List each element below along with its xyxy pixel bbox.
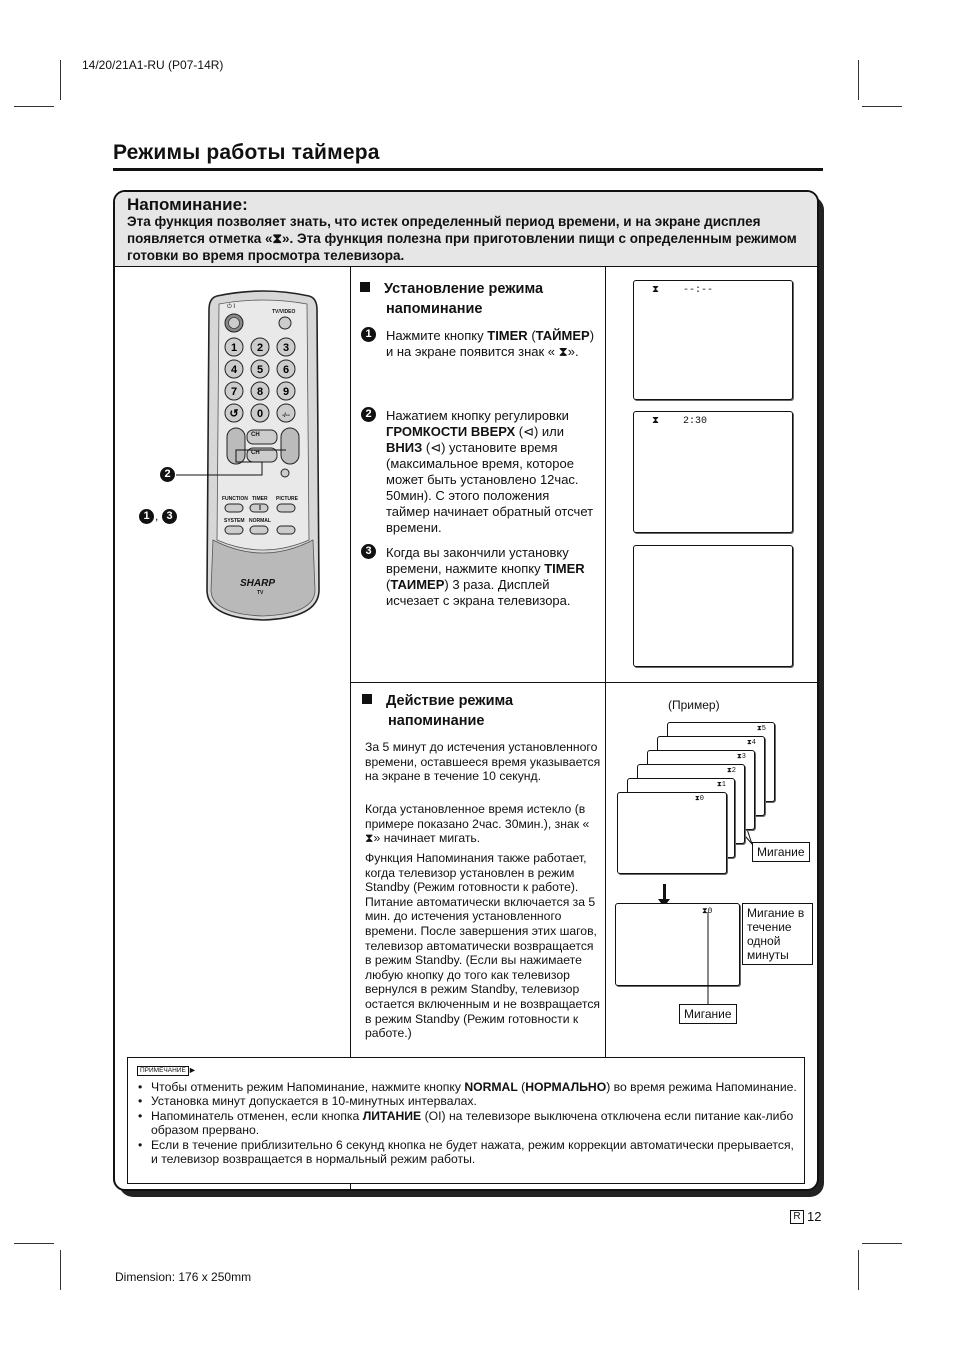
reminder-heading: Напоминание:	[127, 195, 248, 214]
page-title: Режимы работы таймера	[113, 141, 380, 164]
tv-screen-cleared	[633, 545, 793, 667]
step-1-number: 1	[361, 327, 376, 342]
tv-screen-initial	[633, 280, 793, 400]
step-2-number: 2	[361, 407, 376, 422]
note-item: • Чтобы отменить режим Напоминание, нажмите кнопку NORMAL (НОРМАЛЬНО) во время режима Напоминание.	[138, 1080, 798, 1094]
countdown-value: ⧗5	[756, 725, 766, 733]
note-item: • Установка минут допускается в 10-минутных интервалах.	[138, 1094, 798, 1108]
note-arrow: ►	[188, 1065, 197, 1075]
keypad-label: 0	[256, 408, 264, 420]
callout-lines	[176, 440, 286, 510]
step-1-text: Нажмите кнопку TIMER (ТАЙМЕР) и на экране появится знак « ⧗».	[386, 328, 595, 359]
step-3-number: 3	[361, 544, 376, 559]
action-heading: Действие режима напоминание	[362, 691, 513, 731]
crop-mark	[862, 1243, 902, 1244]
blink-indicator: ⧗0	[702, 907, 713, 916]
crop-mark	[862, 106, 902, 107]
timer-label: TIMER	[252, 496, 268, 502]
note-list	[138, 1080, 798, 1166]
crop-mark	[14, 1243, 54, 1244]
callout-step-2: 2	[160, 467, 175, 482]
keypad-label: ↺	[229, 408, 239, 420]
keypad-label: 7	[230, 386, 238, 398]
crop-mark	[858, 1250, 859, 1290]
reminder-header	[115, 192, 817, 267]
row-divider	[350, 682, 819, 683]
note-item: • Напоминатель отменен, если кнопка ЛИТАНИЕ (OI) на телевизоре выключена отключена если питание как-либо образом прервано.	[138, 1109, 798, 1138]
channel-up-label: CH	[251, 432, 260, 438]
column-divider	[605, 267, 606, 1057]
keypad-label: 8	[256, 386, 264, 398]
title-rule	[113, 168, 823, 171]
keypad-label: 3	[282, 342, 290, 354]
note-box	[127, 1057, 805, 1184]
example-label: (Пример)	[668, 698, 720, 712]
keypad-label: 4	[230, 364, 238, 376]
keypad-label: 2	[256, 342, 264, 354]
crop-mark	[14, 106, 54, 107]
action-paragraph-1: За 5 минут до истечения установленного времени, оставшееся время указывается на экране в течение 10 секунд.	[365, 740, 601, 784]
tv-label: TV	[257, 590, 264, 596]
normal-label: NORMAL	[249, 518, 271, 524]
callout-step-1: 1	[139, 509, 154, 524]
power-label: ⏻ I	[227, 304, 236, 310]
keypad-label: 5	[256, 364, 264, 376]
keypad-label: 9	[282, 386, 290, 398]
system-label: SYSTEM	[224, 518, 245, 524]
note-tag: ПРИМЕЧАНИЕ	[137, 1066, 189, 1076]
crop-mark	[858, 60, 859, 100]
countdown-screen	[617, 792, 727, 874]
callout-separator: ,	[155, 509, 159, 523]
countdown-value: ⧗4	[746, 739, 756, 747]
column-divider	[350, 267, 351, 1191]
blink-pointer-2	[700, 912, 720, 1006]
blinking-one-minute-callout: Мигание в течение одной минуты	[742, 903, 813, 965]
document-id: 14/20/21A1-RU (P07-14R)	[82, 58, 224, 72]
keypad-label: -/--	[282, 413, 290, 419]
down-arrow	[663, 884, 666, 900]
keypad-label: 1	[230, 342, 238, 354]
tvvideo-label: TV/VIDEO	[272, 309, 296, 315]
action-paragraph-2: Когда установленное время истекло (в примере показано 2час. 30мин.), знак « ⧗» начинает мигать.	[365, 802, 590, 846]
screen-text: ⧗ --:--	[652, 285, 714, 296]
action-paragraph-3: Функция Напоминания также работает, когда телевизор установлен в режим Standby (Режим готовности к работе). Питание автоматически включается за 5 мин. до истечения установленного времени. После завершения этих шагов, телевизор автоматически возвращается в режим Standby. (Если вы нажимаете любую кнопку до того как телевизор вернулся в режим Standby, телевизор остается включенным и не возвращается в режим Standby (Режим готовности к работе.)	[365, 851, 601, 1041]
picture-label: PICTURE	[276, 496, 298, 502]
page-number: R 12	[790, 1209, 821, 1224]
countdown-value: ⧗1	[716, 781, 726, 789]
keypad-label: 6	[282, 364, 290, 376]
step-2-text: Нажатием кнопку регулировки ГРОМКОСТИ ВВЕРХ (⊲) или ВНИЗ (⊲) установите время (максимальное время, которое может быть установлено 12час. 50мин). С этого положения таймер начинает обратный отсчет времени.	[386, 408, 594, 535]
tv-screen-set	[633, 411, 793, 533]
tv-screen-final	[615, 903, 740, 986]
setup-heading: Установление режима напоминание	[360, 279, 543, 319]
callout-step-3: 3	[162, 509, 177, 524]
countdown-value: ⧗3	[736, 753, 746, 761]
blinking-callout-2: Мигание	[679, 1004, 737, 1024]
crop-mark	[60, 1250, 61, 1290]
channel-down-label: CH	[251, 450, 260, 456]
brand-logo: SHARP	[240, 578, 276, 589]
reminder-description: Эта функция позволяет знать, что истек определенный период времени, и на экране дисплея появляется отметка «⧗». Эта функция полезна при приготовлении пищи с определенным режимом готовки во время просмотра телевизора.	[127, 214, 797, 263]
dimension-note: Dimension: 176 x 250mm	[115, 1270, 252, 1284]
step-3-text: Когда вы закончили установку времени, нажмите кнопку TIMER (ТАИМЕР) 3 раза. Дисплей исчезает с экрана телевизора.	[386, 545, 585, 608]
screen-text: ⧗ 2:30	[652, 416, 708, 427]
blinking-callout: Мигание	[752, 842, 810, 862]
function-label: FUNCTION	[222, 496, 248, 502]
note-item: • Если в течение приблизительно 6 секунд кнопка не будет нажата, режим коррекции автоматически прерывается, и телевизор возвращается в нормальный режим работы.	[138, 1138, 798, 1167]
crop-mark	[60, 60, 61, 100]
countdown-value: ⧗2	[726, 767, 736, 775]
countdown-value: ⧗0	[694, 795, 704, 803]
